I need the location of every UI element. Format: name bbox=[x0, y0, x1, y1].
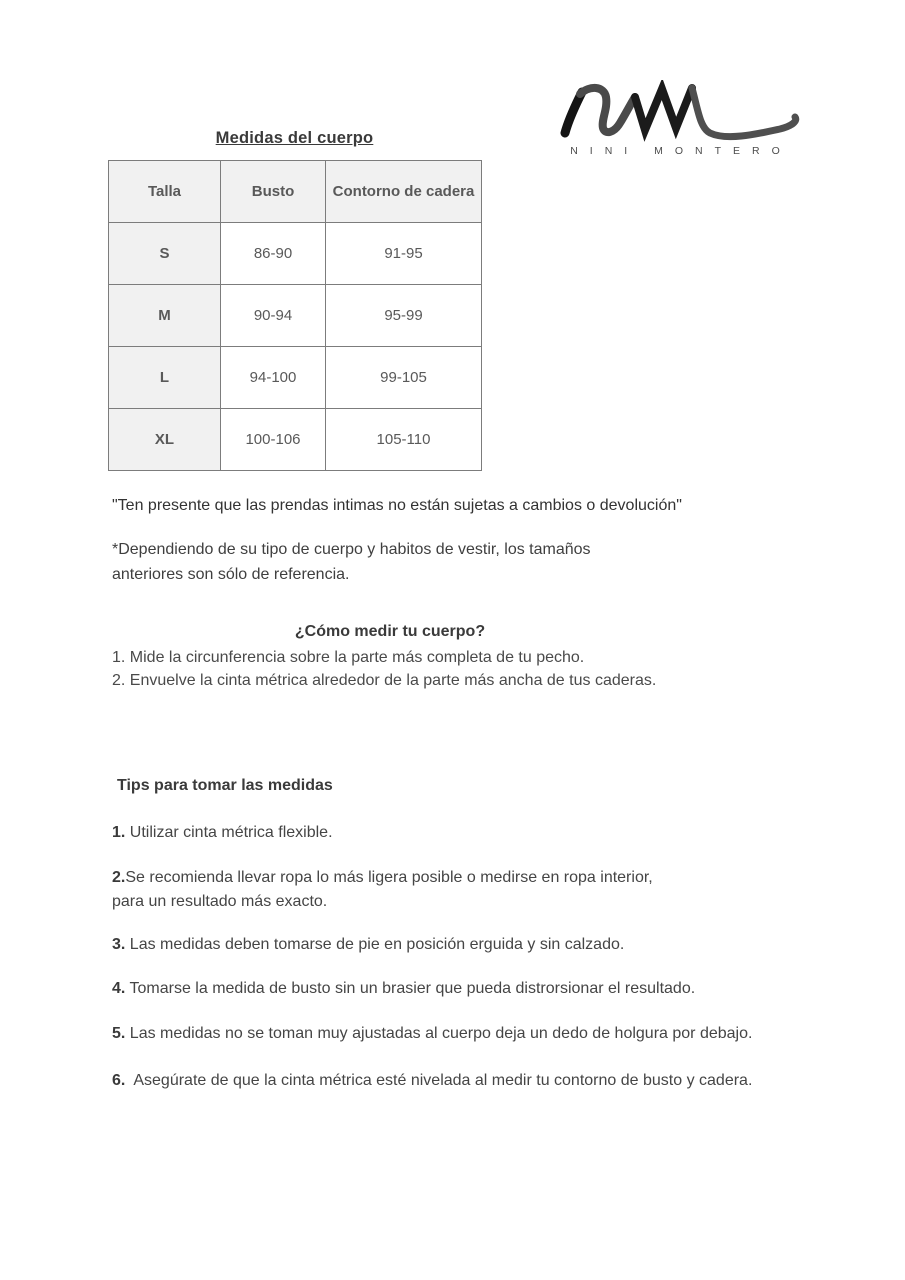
tip-item-4 bbox=[112, 977, 695, 1001]
tip-text-line2: para un resultado más exacto. bbox=[112, 892, 328, 910]
tip-text: Tomarse la medida de busto sin un brasier que pueda distrorsionar el resultado. bbox=[125, 980, 696, 997]
tip-text: Utilizar cinta métrica flexible. bbox=[125, 824, 333, 841]
cadera-value-cell: 91-95 bbox=[326, 223, 482, 285]
tip-item-6 bbox=[112, 1069, 752, 1093]
tip-number: 3. bbox=[112, 936, 126, 953]
tip-number: 1. bbox=[112, 824, 126, 841]
how-to-measure-heading: ¿Cómo medir tu cuerpo? bbox=[294, 623, 486, 640]
tips-heading: Tips para tomar las medidas bbox=[117, 777, 333, 794]
table-row bbox=[109, 223, 482, 285]
tip-item-5 bbox=[112, 1022, 752, 1046]
tip-item-2 bbox=[112, 866, 653, 913]
tip-number: 5. bbox=[112, 1025, 126, 1042]
size-label-cell: L bbox=[109, 347, 221, 409]
brand-name: NINI MONTERO bbox=[570, 145, 792, 157]
nm-monogram-icon bbox=[552, 80, 804, 144]
cadera-value-cell: 105-110 bbox=[326, 409, 482, 471]
tip-item-1 bbox=[112, 821, 333, 845]
tip-text: Las medidas deben tomarse de pie en posición erguida y sin calzado. bbox=[125, 936, 625, 953]
tip-number: 6. bbox=[112, 1072, 126, 1089]
table-row bbox=[109, 285, 482, 347]
how-to-measure-section bbox=[112, 623, 668, 692]
page-title: Medidas del cuerpo bbox=[215, 129, 374, 147]
reference-disclaimer-line1: *Dependiendo de su tipo de cuerpo y habitos de vestir, los tamaños bbox=[112, 541, 591, 558]
table-row bbox=[109, 347, 482, 409]
size-label-cell: XL bbox=[109, 409, 221, 471]
exchange-policy-note: "Ten presente que las prendas intimas no están sujetas a cambios o devolución" bbox=[112, 497, 682, 514]
tip-number: 4. bbox=[112, 980, 126, 997]
table-header-row bbox=[109, 161, 482, 223]
brand-logo bbox=[552, 80, 804, 157]
cadera-value-cell: 99-105 bbox=[326, 347, 482, 409]
table-row bbox=[109, 409, 482, 471]
tip-item-3 bbox=[112, 933, 624, 957]
busto-value-cell: 86-90 bbox=[221, 223, 326, 285]
size-label-cell: S bbox=[109, 223, 221, 285]
busto-value-cell: 100-106 bbox=[221, 409, 326, 471]
cadera-value-cell: 95-99 bbox=[326, 285, 482, 347]
column-header-talla: Talla bbox=[109, 161, 221, 223]
column-header-cadera: Contorno de cadera bbox=[326, 161, 482, 223]
measure-step-2: 2. Envuelve la cinta métrica alrededor de la parte más ancha de tus caderas. bbox=[112, 671, 657, 689]
tip-text: Las medidas no se toman muy ajustadas al cuerpo deja un dedo de holgura por debajo. bbox=[125, 1025, 753, 1042]
busto-value-cell: 90-94 bbox=[221, 285, 326, 347]
reference-disclaimer bbox=[112, 538, 591, 587]
column-header-busto: Busto bbox=[221, 161, 326, 223]
tip-text: Se recomienda llevar ropa lo más ligera posible o medirse en ropa interior, bbox=[125, 869, 653, 886]
size-chart-table bbox=[108, 160, 482, 471]
tip-text: Asegúrate de que la cinta métrica esté nivelada al medir tu contorno de busto y cadera. bbox=[125, 1072, 753, 1089]
tip-number: 2. bbox=[112, 869, 126, 886]
size-label-cell: M bbox=[109, 285, 221, 347]
busto-value-cell: 94-100 bbox=[221, 347, 326, 409]
measure-step-1: 1. Mide la circunferencia sobre la parte más completa de tu pecho. bbox=[112, 649, 585, 666]
reference-disclaimer-line2: anteriores son sólo de referencia. bbox=[112, 565, 350, 583]
